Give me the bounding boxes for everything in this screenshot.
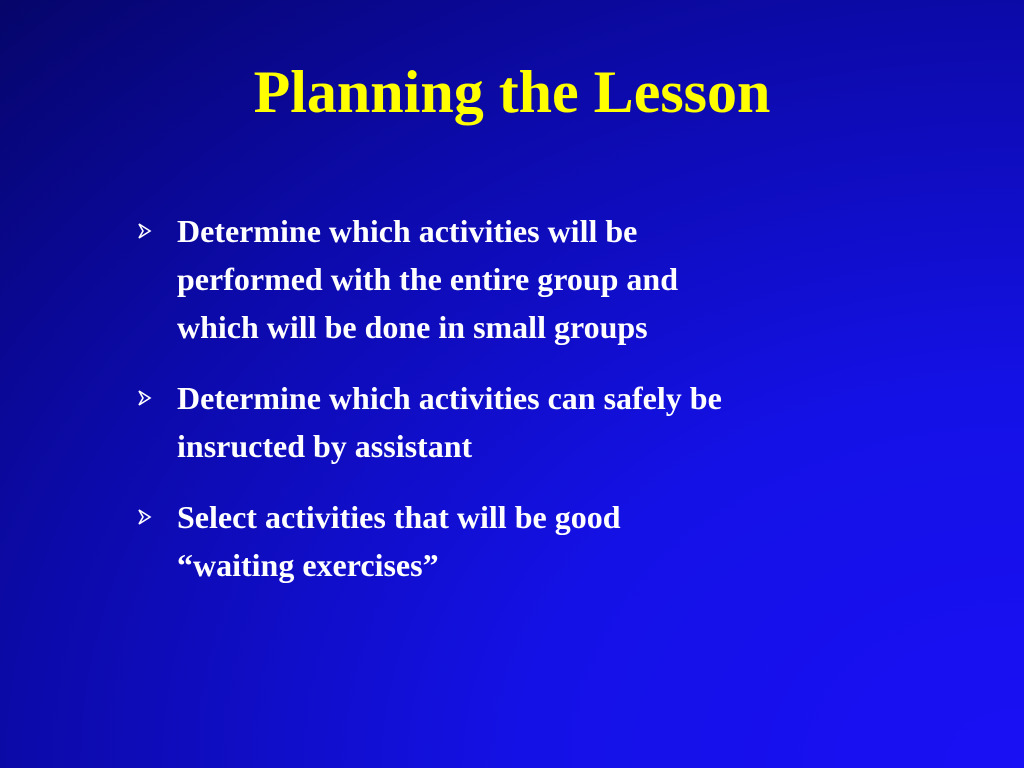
bullet-line: which will be done in small groups bbox=[177, 309, 648, 345]
bullet-line: “waiting exercises” bbox=[177, 547, 439, 583]
bullet-line: performed with the entire group and bbox=[177, 261, 679, 297]
arrowhead-bullet-icon bbox=[138, 207, 177, 255]
bullet-list bbox=[138, 207, 898, 612]
bullet-item bbox=[138, 207, 898, 351]
slide-title: Planning the Lesson bbox=[253, 59, 771, 125]
bullet-text bbox=[177, 374, 867, 470]
bullet-text bbox=[177, 207, 867, 351]
bullet-line: Select activities that will be good bbox=[177, 499, 621, 535]
arrowhead-bullet-icon bbox=[138, 493, 177, 541]
arrowhead-bullet-icon bbox=[138, 374, 177, 422]
bullet-line: Determine which activities will be bbox=[177, 213, 638, 249]
bullet-line: Determine which activities can safely be bbox=[177, 380, 722, 416]
bullet-item bbox=[138, 493, 898, 589]
bullet-line: insructed by assistant bbox=[177, 428, 473, 464]
bullet-item bbox=[138, 374, 898, 470]
bullet-text bbox=[177, 493, 867, 589]
